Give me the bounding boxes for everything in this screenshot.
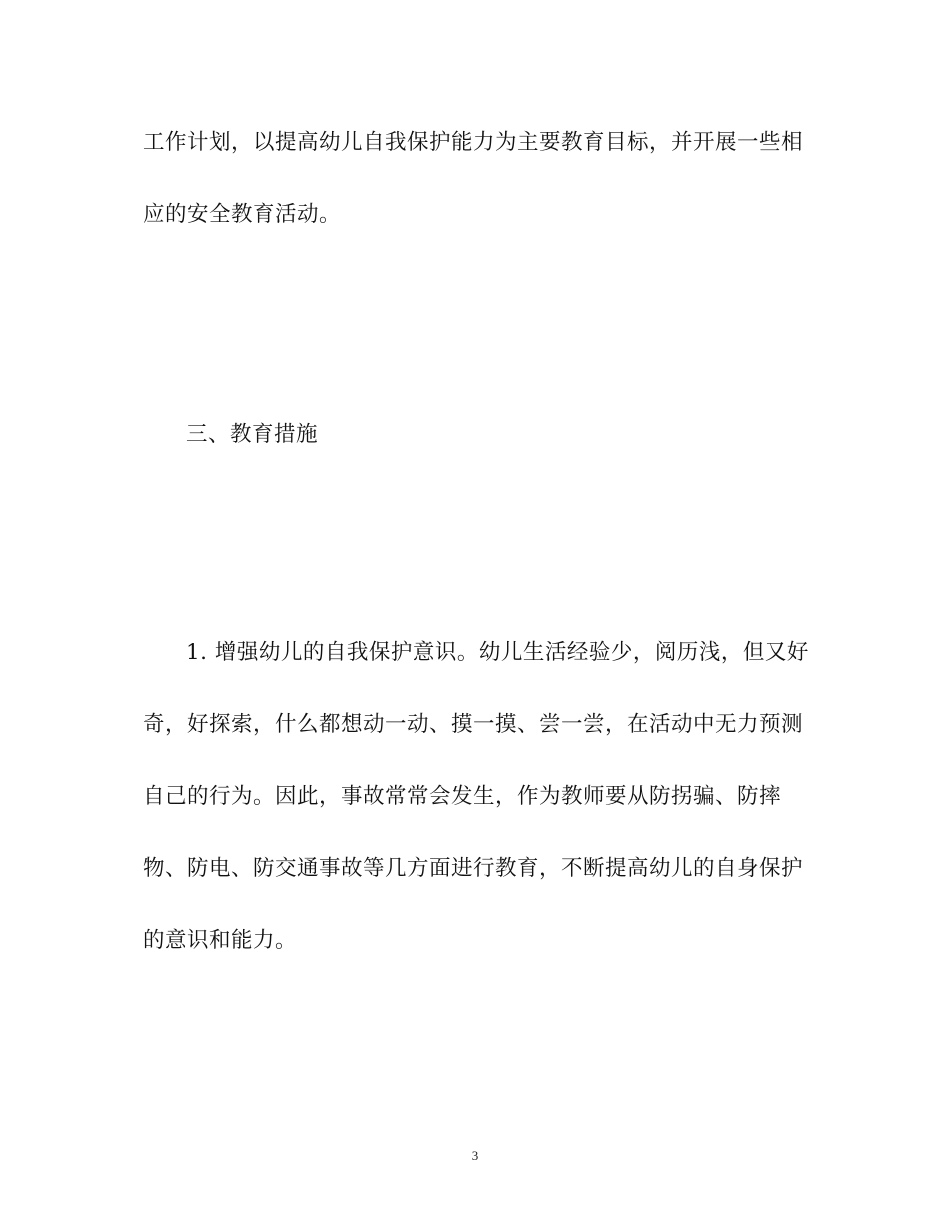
paragraph-line: 工作计划，以提高幼儿自我保护能力为主要教育目标，并开展一些相	[143, 130, 804, 155]
section-heading: 三、教育措施	[186, 422, 319, 447]
paragraph-line: 应的安全教育活动。	[143, 202, 342, 227]
page-number: 3	[471, 1148, 479, 1163]
paragraph-line: 的意识和能力。	[143, 928, 298, 953]
paragraph-line: 奇，好探索，什么都想动一动、摸一摸、尝一尝，在活动中无力预测	[143, 712, 804, 737]
paragraph-line: 自己的行为。因此，事故常常会发生，作为教师要从防拐骗、防摔	[143, 784, 782, 809]
paragraph-line: 1. 增强幼儿的自我保护意识。幼儿生活经验少，阅历浅，但又好	[186, 640, 809, 665]
paragraph-line: 物、防电、防交通事故等几方面进行教育，不断提高幼儿的自身保护	[143, 856, 804, 881]
